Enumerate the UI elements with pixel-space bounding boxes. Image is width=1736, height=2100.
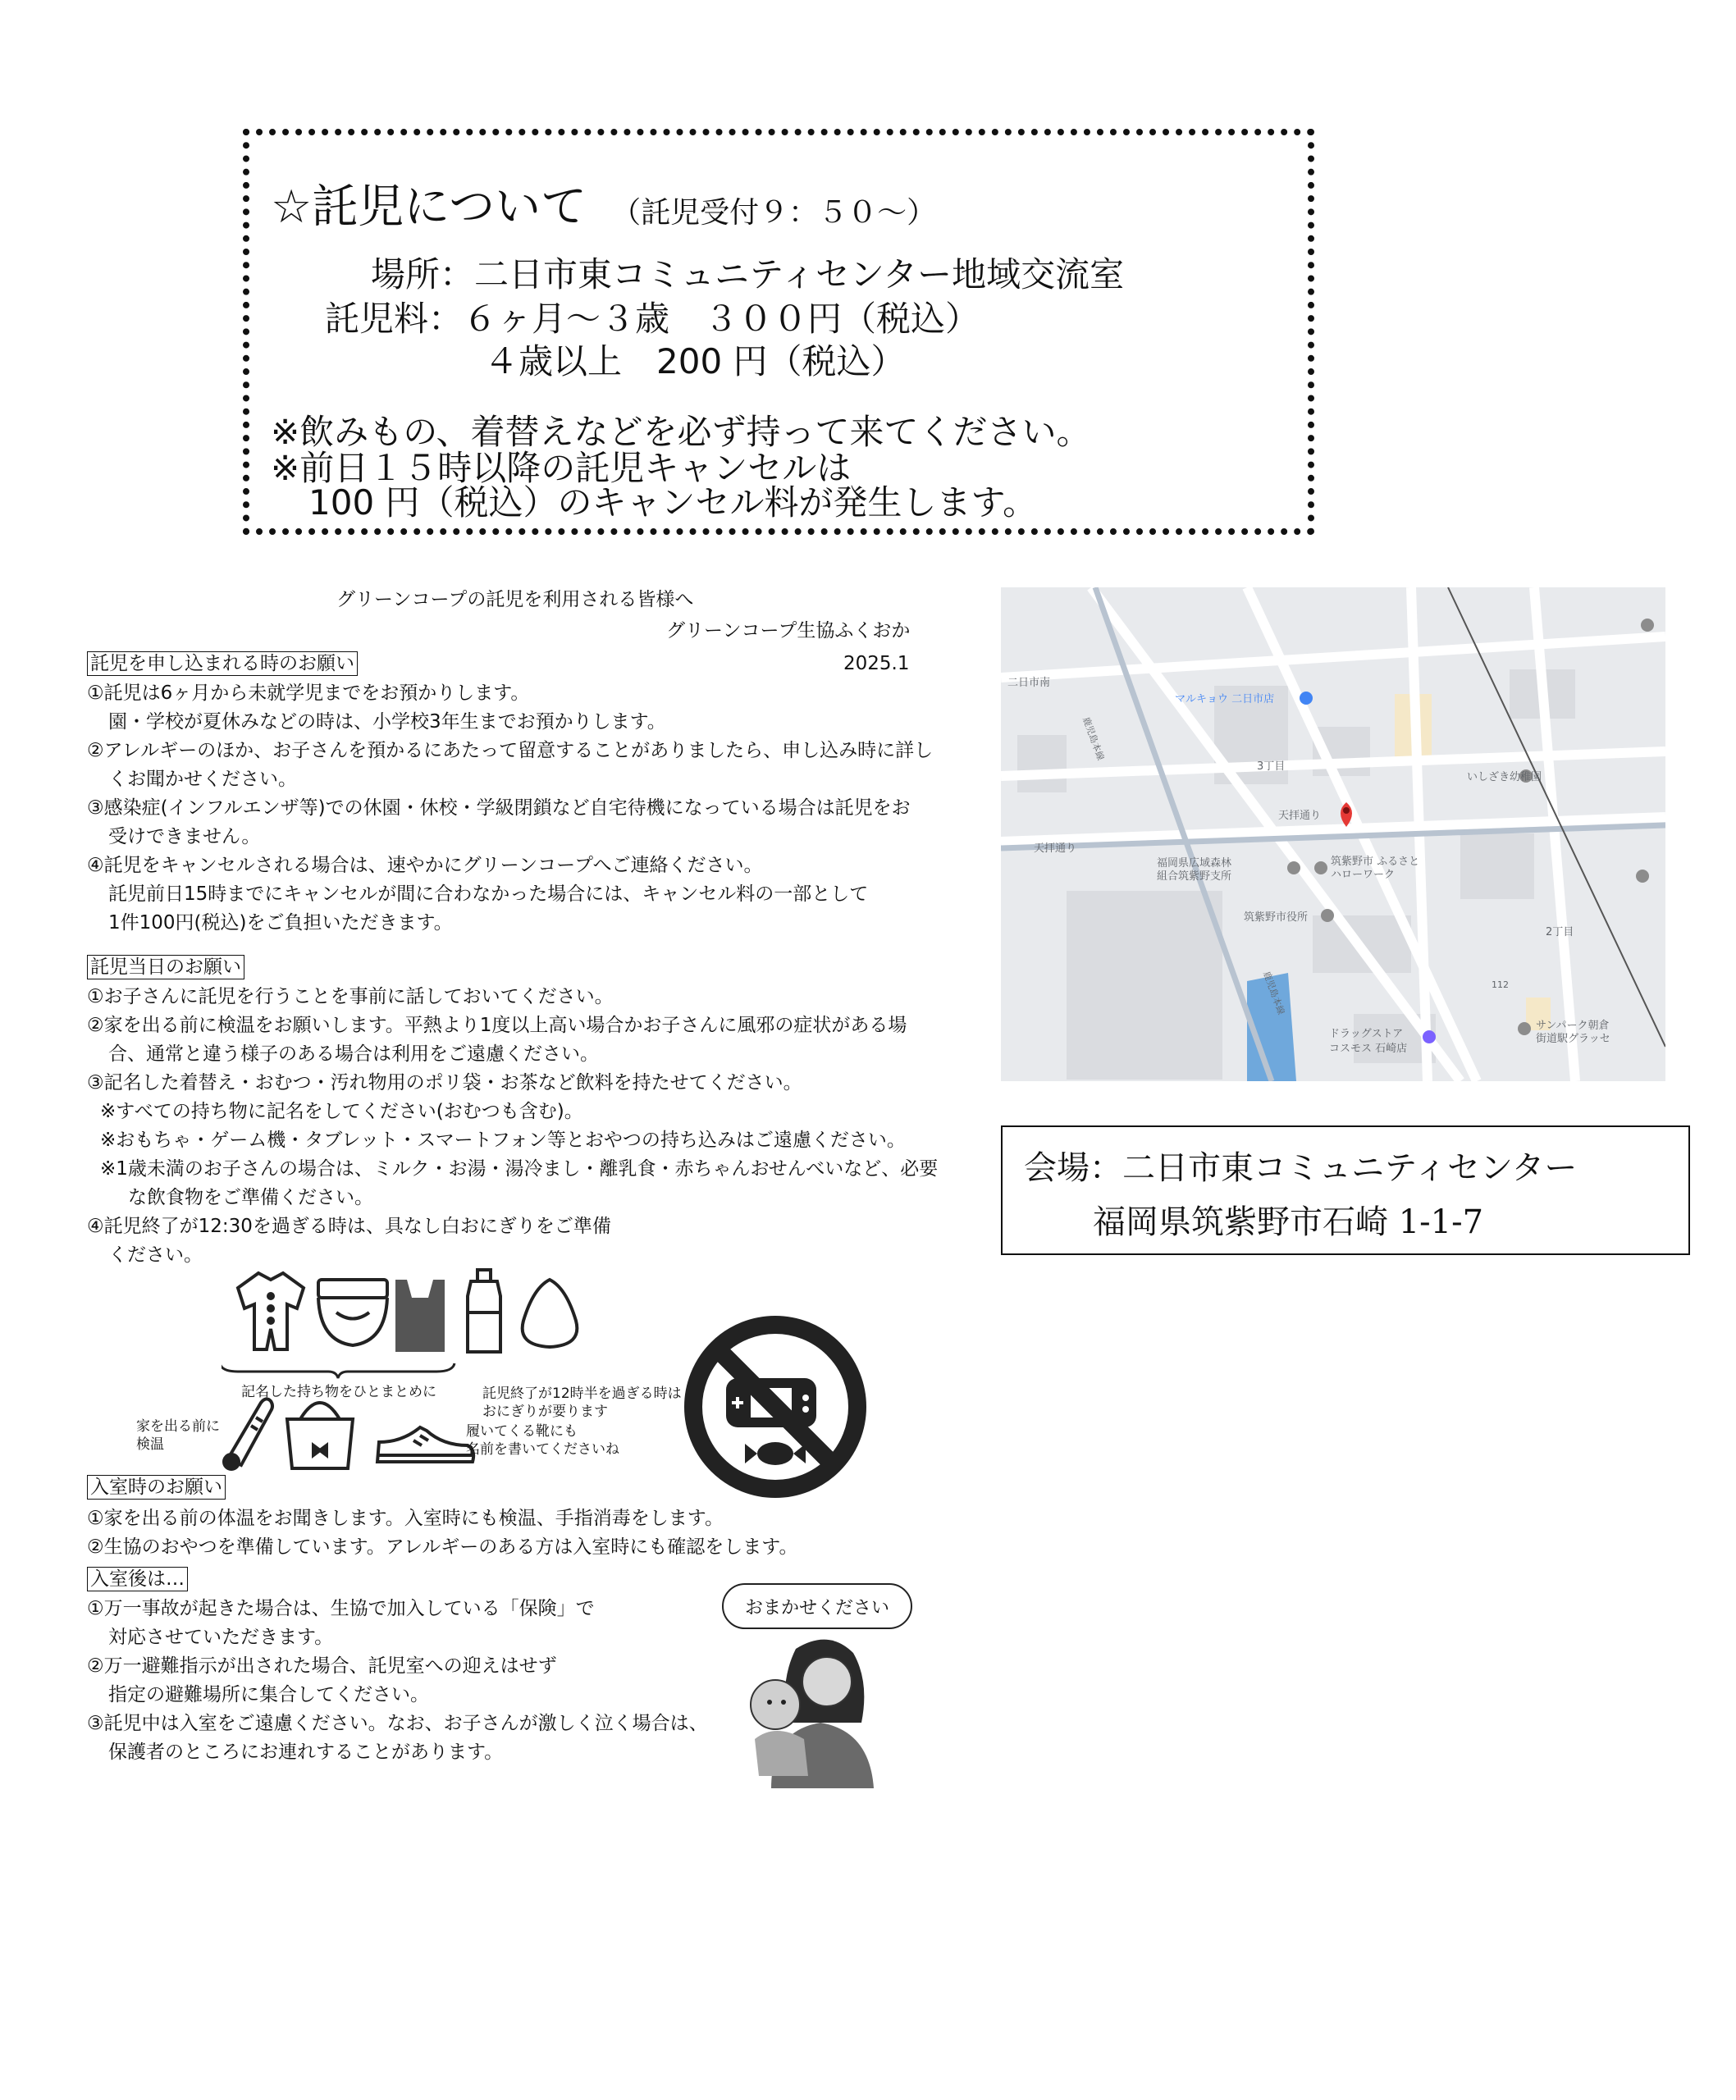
map-label: 112 bbox=[1492, 979, 1509, 990]
poi-pin-icon bbox=[1641, 619, 1654, 632]
poi-pin-icon bbox=[1287, 861, 1300, 874]
fee-value-1: ６ヶ月～３歳 ３００円（税込） bbox=[463, 299, 980, 339]
fee-label: 託児料： bbox=[325, 299, 464, 339]
place-label: 場所： bbox=[371, 254, 475, 294]
caption-onigiri-2: おにぎりが要ります bbox=[482, 1404, 608, 1420]
onigiri-icon bbox=[523, 1280, 578, 1347]
temperature-bag-shoes-illustration bbox=[205, 1386, 484, 1477]
list-item: 託児前日15時までにキャンセルが間に合わなかった場合には、キャンセル料の一部として bbox=[108, 883, 869, 905]
place-value: 二日市東コミュニティセンター地域交流室 bbox=[474, 254, 1125, 294]
note-line-3: 100 円（税込）のキャンセル料が発生します。 bbox=[308, 482, 1038, 523]
list-item: ③記名した着替え・おむつ・汚れ物用のポリ袋・お茶など飲料を持たせてください。 bbox=[87, 1072, 802, 1093]
notice-date: 2025.1 bbox=[843, 653, 910, 674]
fee-line-1 bbox=[325, 292, 980, 341]
list-item: 保護者のところにお連れすることがあります。 bbox=[108, 1742, 504, 1763]
map-label: 鹿児島本線 bbox=[1261, 970, 1287, 1016]
reception-time: （託児受付９：５０～） bbox=[611, 196, 937, 230]
notice-addressee: グリーンコープの託児を利用される皆様へ bbox=[336, 589, 694, 610]
caption-temp-1: 家を出る前に bbox=[136, 1418, 220, 1435]
list-item: ※すべての持ち物に記名をしてください(おむつも含む)。 bbox=[100, 1101, 583, 1122]
section-application-title: 託児を申し込まれる時のお願い bbox=[87, 651, 358, 676]
list-item: 対応させていただきます。 bbox=[108, 1627, 334, 1648]
poi-pin-icon bbox=[1321, 909, 1334, 922]
list-item: ②万一避難指示が出された場合、託児室への迎えはせず bbox=[87, 1655, 557, 1677]
map-label: いしざき幼稚園 bbox=[1467, 771, 1542, 783]
venue-name: 会場：二日市東コミュニティセンター bbox=[1024, 1149, 1578, 1187]
map-label: サンパーク朝倉 bbox=[1536, 1020, 1610, 1032]
caption-belongings: 記名した持ち物をひとまとめに bbox=[241, 1384, 436, 1400]
thermometer-icon bbox=[224, 1399, 272, 1469]
list-item: な飲食物をご準備ください。 bbox=[128, 1187, 373, 1208]
map-label: 二日市南 bbox=[1007, 677, 1051, 689]
list-item: ①家を出る前の体温をお聞きします。入室時にも検温、手指消毒をします。 bbox=[87, 1508, 724, 1529]
store-pin-icon bbox=[1423, 1030, 1436, 1043]
list-item: 受けできません。 bbox=[108, 826, 261, 847]
map-label: ハローワーク bbox=[1331, 869, 1396, 881]
list-item: ②家を出る前に検温をお願いします。平熱より1度以上高い場合かお子さんに風邪の症状がある場 bbox=[87, 1015, 907, 1036]
section-entry-body bbox=[87, 1504, 797, 1562]
belongings-bracket bbox=[222, 1363, 455, 1378]
map-label: 3丁目 bbox=[1257, 760, 1286, 773]
venue-address: 福岡県筑紫野市石崎 1-1-7 bbox=[1093, 1203, 1484, 1241]
shop-pin-icon bbox=[1300, 692, 1313, 705]
place-line bbox=[371, 248, 1124, 297]
caption-shoes-1: 履いてくる靴にも bbox=[466, 1423, 578, 1440]
section-after-entry-body bbox=[87, 1595, 708, 1767]
shoes-icon bbox=[377, 1427, 473, 1462]
list-item: 指定の避難場所に集合してください。 bbox=[108, 1684, 429, 1705]
section-after-entry bbox=[87, 1565, 188, 1594]
section-day-of-title: 託児当日のお願い bbox=[87, 955, 244, 979]
list-item: ※1歳未満のお子さんの場合は、ミルク・お湯・湯冷まし・離乳食・赤ちゃんおせんべいなど、必要 bbox=[100, 1158, 939, 1180]
map-graphic bbox=[1001, 587, 1665, 1081]
map-label: 筑紫野市役所 bbox=[1244, 911, 1309, 924]
list-item: ※おもちゃ・ゲーム機・タブレット・スマートフォン等とおやつの持ち込みはご遠慮ください。 bbox=[100, 1130, 906, 1151]
section-day-of bbox=[87, 953, 244, 982]
section-application-body bbox=[87, 679, 933, 938]
list-item: ②生協のおやつを準備しています。アレルギーのある方は入室時にも確認をします。 bbox=[87, 1536, 798, 1558]
section-entry bbox=[87, 1473, 226, 1502]
caption-temp-2: 検温 bbox=[136, 1436, 164, 1453]
baby-clothes-icon bbox=[238, 1273, 304, 1349]
note-line-2: ※前日１５時以降の託児キャンセルは bbox=[271, 448, 852, 488]
map-label: ドラッグストア bbox=[1329, 1028, 1404, 1040]
map-label: 組合筑紫野支所 bbox=[1157, 870, 1232, 883]
candy-icon bbox=[745, 1442, 806, 1465]
plastic-bag-icon bbox=[395, 1280, 445, 1352]
section-entry-title: 入室時のお願い bbox=[87, 1475, 226, 1500]
list-item: 園・学校が夏休みなどの時は、小学校3年生までお預かりします。 bbox=[108, 711, 666, 733]
map-label: マルキョウ 二日市店 bbox=[1175, 693, 1275, 705]
tote-bag-icon bbox=[287, 1403, 353, 1468]
list-item: ①託児は6ヶ月から未就学児までをお預かりします。 bbox=[87, 682, 530, 704]
note-line-1: ※飲みもの、着替えなどを必ず持って来てください。 bbox=[271, 412, 1091, 452]
list-item: ③感染症(インフルエンザ等)での休園・休校・学級閉鎖など自宅待機になっている場合は託児をお bbox=[87, 797, 911, 819]
diaper-icon bbox=[318, 1280, 387, 1345]
caption-onigiri-1: 託児終了が12時半を過ぎる時は bbox=[482, 1386, 682, 1402]
speech-bubble-text: おまかせください bbox=[744, 1597, 889, 1618]
poi-pin-icon bbox=[1314, 861, 1327, 874]
no-toys-snacks-sign bbox=[681, 1312, 870, 1501]
list-item: ください。 bbox=[108, 1244, 203, 1266]
venue-box bbox=[1001, 1125, 1690, 1255]
list-item: 1件100円(税込)をご負担いただきます。 bbox=[108, 912, 453, 934]
map-label: 福岡県広域森林 bbox=[1157, 857, 1232, 870]
map-label: 2丁目 bbox=[1546, 926, 1574, 938]
list-item: ①万一事故が起きた場合は、生協で加入している「保険」で bbox=[87, 1598, 595, 1619]
speech-bubble bbox=[722, 1583, 912, 1629]
list-item: くお聞かせください。 bbox=[108, 769, 297, 790]
list-item: ④託児終了が12:30を過ぎる時は、具なし白おにぎりをご準備 bbox=[87, 1216, 611, 1237]
list-item: ①お子さんに託児を行うことを事前に話しておいてください。 bbox=[87, 986, 614, 1007]
map-label: コスモス 石崎店 bbox=[1329, 1043, 1408, 1055]
water-bottle-icon bbox=[468, 1270, 500, 1352]
section-day-of-body bbox=[87, 983, 938, 1270]
list-item: ②アレルギーのほか、お子さんを預かるにあたって留意することがありましたら、申し込み時に詳し bbox=[87, 740, 934, 761]
caption-shoes-2: 名前を書いてくださいね bbox=[466, 1441, 619, 1458]
map-label: 天拝通り bbox=[1278, 810, 1322, 822]
map-label: 筑紫野市 ふるさと bbox=[1331, 856, 1420, 868]
list-item: 合、通常と違う様子のある場合は利用をご遠慮ください。 bbox=[108, 1043, 599, 1065]
caregiver-holding-baby-illustration bbox=[738, 1632, 902, 1788]
fee-line-2: ４歳以上 200 円（税込） bbox=[484, 341, 906, 381]
map-label: 鹿児島本線 bbox=[1080, 715, 1107, 762]
childcare-title bbox=[271, 171, 936, 236]
childcare-title-text: ☆託児について bbox=[271, 180, 587, 234]
poi-pin-icon bbox=[1518, 1022, 1531, 1035]
poi-pin-icon bbox=[1636, 870, 1649, 883]
list-item: ③託児中は入室をご遠慮ください。なお、お子さんが激しく泣く場合は、 bbox=[87, 1713, 708, 1734]
section-application bbox=[87, 650, 358, 678]
map-label: 天拝通り bbox=[1034, 842, 1077, 855]
notice-sender: グリーンコープ生協ふくおか bbox=[666, 620, 911, 641]
section-after-entry-title: 入室後は… bbox=[87, 1567, 188, 1591]
list-item: ④託児をキャンセルされる場合は、速やかにグリーンコープへご連絡ください。 bbox=[87, 855, 763, 876]
map-image[interactable] bbox=[1001, 587, 1665, 1081]
map-label: 街道駅グラッセ bbox=[1536, 1033, 1610, 1045]
